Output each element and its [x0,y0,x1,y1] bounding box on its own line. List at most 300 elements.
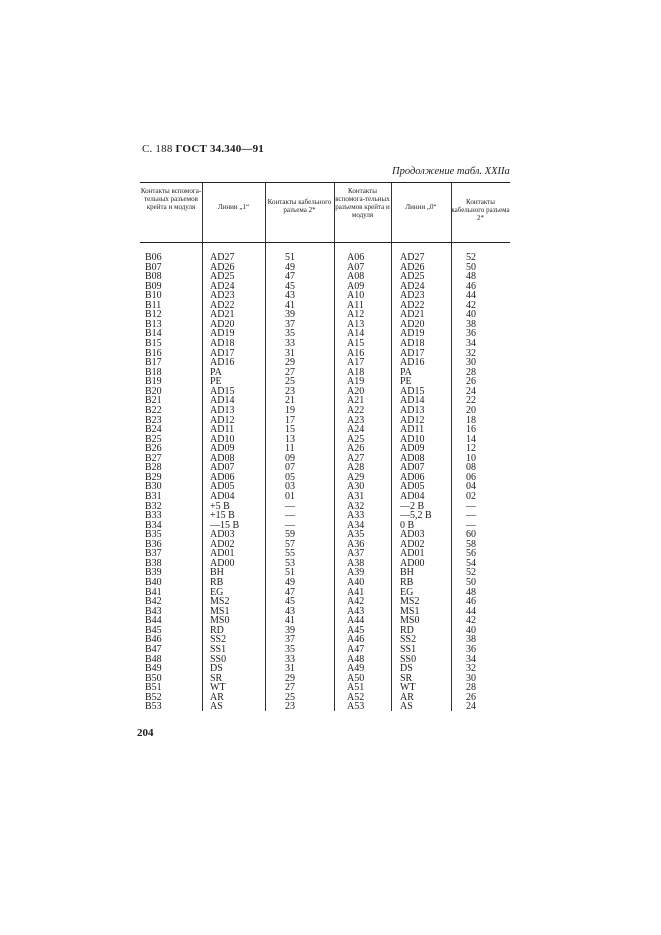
table-cell: MS2 [400,596,420,608]
table-cell: B37 [145,548,162,560]
table-cell: AD09 [400,443,425,455]
table-cell: AD03 [400,529,425,541]
table-cell: AD20 [210,318,235,330]
table-cell: 33 [285,338,295,350]
table-cell: AD00 [400,557,425,569]
table-cell: B11 [145,299,162,311]
table-row [140,272,510,282]
table-cell: AD23 [400,290,425,302]
table-row [140,549,510,559]
table-cell: A13 [347,318,365,330]
table-cell: AD25 [210,271,235,283]
table-row [140,444,510,454]
table-cell: A50 [347,672,365,684]
table-cell: A18 [347,366,365,378]
table-cell: 58 [466,538,476,550]
col-header-aux-contacts-1: Контакты вспомога-тельных разъемов крейта и модуля [140,187,202,211]
table-cell: 35 [285,328,295,340]
table-cell: A53 [347,701,365,713]
table-cell: DS [210,663,223,675]
table-cell: B12 [145,309,162,321]
table-row [140,387,510,397]
table-cell: 53 [285,557,295,569]
table-cell: B17 [145,357,162,369]
table-cell: 48 [466,271,476,283]
table-cell: AD14 [210,395,235,407]
table-cell: EG [400,586,414,598]
table-row [140,358,510,368]
table-cell: 40 [466,309,476,321]
table-cell: B09 [145,280,162,292]
table-cell: 01 [285,491,295,502]
table-cell: AD15 [210,385,235,397]
table-cell: 24 [466,385,476,397]
table-cell: A09 [347,280,365,292]
table-cell: B24 [145,424,162,436]
table-cell: AD18 [210,338,235,350]
table-cell: A24 [347,424,365,436]
table-cell: 25 [285,691,295,703]
table-cell: 28 [466,682,476,694]
table-cell: A48 [347,653,365,665]
table-cell: 44 [466,605,476,617]
table-cell: 21 [285,395,295,407]
table-cell: AD19 [210,328,235,340]
table-row [140,492,510,502]
table-cell: 03 [285,481,295,493]
table-cell: A12 [347,309,365,321]
col-header-cable-contacts-2: Контакты кабельного разъема 2* [451,198,510,222]
table-cell: A28 [347,462,365,474]
table-cell: PE [400,376,412,388]
table-cell: 24 [466,701,476,713]
table-cell: +15 B [210,510,235,522]
table-cell: AD17 [210,347,235,359]
table-cell: 17 [285,414,295,426]
table-cell: B53 [145,701,162,713]
table-cell: A34 [347,519,365,531]
table-row [140,693,510,703]
table-cell: SS2 [400,634,417,646]
table-cell: A29 [347,471,365,483]
table-cell: B32 [145,500,162,512]
table-cell: 09 [285,452,295,464]
table-cell: — [466,510,476,522]
table-cell: 23 [285,385,295,397]
col-header-cable-contacts-1: Контакты кабельного разъема 2* [267,198,332,214]
table-cell: 27 [285,682,295,694]
table-cell: AS [400,701,413,713]
table-cell: B28 [145,462,162,474]
table-cell: AD21 [400,309,425,321]
table-cell: AD24 [400,280,425,292]
table-cell: B07 [145,261,162,273]
table-cell: 27 [285,366,295,378]
table-row [140,425,510,435]
table-row [140,588,510,598]
table-cell: 45 [285,280,295,292]
table-row [140,626,510,636]
table-cell: 08 [466,462,476,474]
table-cell: MS2 [210,596,230,608]
table-cell: 57 [285,538,295,550]
table-cell: PA [210,366,222,378]
table-cell: A51 [347,682,365,694]
table-cell: B52 [145,691,162,703]
table-row [140,540,510,550]
table-cell: SS1 [210,643,227,655]
table-cell: 22 [466,395,476,407]
table-cell: B34 [145,519,162,531]
table-cell: 31 [285,663,295,675]
table-cell: SS0 [210,653,227,665]
table-cell: —2 B [400,500,425,512]
table-row [140,406,510,416]
table-cell: AD08 [400,452,425,464]
table-cell: 31 [285,347,295,359]
table-cell: AD22 [400,299,425,311]
col-header-lines-0: Линии „0“ [405,203,437,211]
table-cell: A35 [347,529,365,541]
table-cell: RD [210,624,224,636]
table-cell: RD [400,624,414,636]
table-cell: 60 [466,529,476,541]
table-cell: 05 [285,471,295,483]
table-cell: A25 [347,433,365,445]
table-row [140,339,510,349]
table-cell: AD03 [210,529,235,541]
table-cell: BH [210,567,224,579]
table-cell: A32 [347,500,365,512]
table-cell: AD02 [210,538,235,550]
table-cell: B41 [145,586,162,598]
table-cell: AD08 [210,452,235,464]
table-cell: AD21 [210,309,235,321]
table-row [140,635,510,645]
table-row [140,368,510,378]
table-cell: AD11 [210,424,235,436]
table-cell: A17 [347,357,365,369]
table-row [140,454,510,464]
table-cell: — [285,500,295,512]
table-cell: 50 [466,261,476,273]
table-cell: B26 [145,443,162,455]
table-cell: AD13 [210,404,235,416]
table-cell: 18 [466,414,476,426]
table-cell: 47 [285,271,295,283]
table-cell: 39 [285,624,295,636]
table-row [140,559,510,569]
table-cell: AD14 [400,395,425,407]
table-row [140,310,510,320]
table-cell: 11 [285,443,295,455]
table-cell: 49 [285,577,295,589]
page-number: 204 [137,727,154,739]
table-cell: RB [210,577,224,589]
table-cell: A16 [347,347,365,359]
table-row [140,674,510,684]
table-row [140,435,510,445]
table-cell: AD07 [400,462,425,474]
table-cell: AD04 [400,491,425,502]
table-cell: A20 [347,385,365,397]
table-row [140,664,510,674]
table-cell: AD04 [210,491,235,502]
table-cell: B46 [145,634,162,646]
table-cell: A47 [347,643,365,655]
table-cell: — [466,519,476,531]
table-cell: AD26 [210,261,235,273]
table-cell: 36 [466,328,476,340]
table-cell: — [285,510,295,522]
table-cell: A11 [347,299,364,311]
table-cell: A40 [347,577,365,589]
table-cell: AD19 [400,328,425,340]
table-cell: AD25 [400,271,425,283]
table-row [140,291,510,301]
table-cell: 35 [285,643,295,655]
table-cell: A30 [347,481,365,493]
table-cell: 50 [466,577,476,589]
table-cell: 40 [466,624,476,636]
table-cell: 48 [466,586,476,598]
table-cell: AD20 [400,318,425,330]
table-cell: 25 [285,376,295,388]
table-cell: SS1 [400,643,417,655]
table-cell: SR [210,672,223,684]
table-cell: AD24 [210,280,235,292]
table-cell: AD02 [400,538,425,550]
table-cell: 07 [285,462,295,474]
table-row [140,482,510,492]
table-cell: 19 [285,404,295,416]
table-cell: 51 [285,567,295,579]
table-cell: B13 [145,318,162,330]
table-cell: 16 [466,424,476,436]
table-row [140,578,510,588]
table-row [140,502,510,512]
table-cell: B15 [145,338,162,350]
table-cell: MS0 [210,615,230,627]
pin-table [140,182,510,711]
table-cell: — [466,500,476,512]
table-cell: MS1 [210,605,230,617]
table-cell: A49 [347,663,365,675]
table-cell: B14 [145,328,162,340]
table-row [140,329,510,339]
table-cell: A36 [347,538,365,550]
table-row [140,702,510,712]
table-cell: AD05 [400,481,425,493]
table-cell: AR [400,691,414,703]
table-cell: 0 B [400,519,415,531]
table-cell: 41 [285,615,295,627]
table-cell: AD17 [400,347,425,359]
table-cell: B40 [145,577,162,589]
table-cell: A52 [347,691,365,703]
table-cell: 47 [285,586,295,598]
table-cell: B50 [145,672,162,684]
table-cell: 52 [466,567,476,579]
table-cell: A33 [347,510,365,522]
table-row [140,253,510,263]
table-cell: 36 [466,643,476,655]
table-cell: 43 [285,290,295,302]
table-cell: 44 [466,290,476,302]
table-cell: B25 [145,433,162,445]
table-cell: A43 [347,605,365,617]
table-cell: SS2 [210,634,227,646]
table-cell: DS [400,663,413,675]
table-cell: AD00 [210,557,235,569]
table-cell: AD16 [210,357,235,369]
table-cell: B23 [145,414,162,426]
table-row [140,416,510,426]
table-cell: A22 [347,404,365,416]
table-row [140,655,510,665]
table-cell: B31 [145,491,162,502]
table-cell: AD07 [210,462,235,474]
table-row [140,282,510,292]
table-cell: A10 [347,290,365,302]
table-cell: B10 [145,290,162,302]
standard-id: ГОСТ 34.340—91 [175,143,264,155]
table-cell: 59 [285,529,295,541]
table-cell: 04 [466,481,476,493]
col-header-aux-contacts-2: Контакты вспомога-тельных разъемов крейта и модуля [335,187,390,219]
table-cell: 43 [285,605,295,617]
table-cell: AD01 [210,548,235,560]
table-cell: 41 [285,299,295,311]
table-cell: 13 [285,433,295,445]
table-cell: 37 [285,318,295,330]
table-cell: A37 [347,548,365,560]
table-cell: MS0 [400,615,420,627]
table-cell: B33 [145,510,162,522]
page-number-prefix: С. 188 [142,143,173,155]
table-cell: 39 [285,309,295,321]
table-cell: PE [210,376,222,388]
table-cell: AD06 [210,471,235,483]
table-cell: B48 [145,653,162,665]
table-cell: 49 [285,261,295,273]
table-cell: A06 [347,252,365,263]
table-cell: 34 [466,338,476,350]
table-cell: B20 [145,385,162,397]
table-cell: SS0 [400,653,417,665]
table-cell: B35 [145,529,162,541]
table-cell: 06 [466,471,476,483]
table-cell: 42 [466,615,476,627]
table-cell: 29 [285,672,295,684]
table-cell: 38 [466,634,476,646]
table-cell: 56 [466,548,476,560]
table-cell: 34 [466,653,476,665]
table-cell: —5,2 B [400,510,432,522]
table-cell: WT [400,682,416,694]
table-cell: A31 [347,491,365,502]
table-cell: 26 [466,691,476,703]
table-cell: AD23 [210,290,235,302]
table-row [140,473,510,483]
table-cell: — [285,519,295,531]
table-cell: B45 [145,624,162,636]
table-cell: A21 [347,395,365,407]
table-cell: B49 [145,663,162,675]
table-cell: A46 [347,634,365,646]
table-cell: 54 [466,557,476,569]
table-cell: A07 [347,261,365,273]
table-cell: AD06 [400,471,425,483]
table-cell: B29 [145,471,162,483]
table-cell: AD16 [400,357,425,369]
table-cell: 29 [285,357,295,369]
table-row [140,511,510,521]
table-cell: AD12 [210,414,235,426]
table-cell: B18 [145,366,162,378]
table-row [140,463,510,473]
table-cell: AD22 [210,299,235,311]
table-row [140,521,510,531]
table-cell: A08 [347,271,365,283]
table-cell: EG [210,586,224,598]
table-cell: 55 [285,548,295,560]
table-row [140,530,510,540]
table-cell: 46 [466,596,476,608]
table-cell: 20 [466,404,476,416]
table-cell: B16 [145,347,162,359]
table-cell: 15 [285,424,295,436]
table-cell: PA [400,366,412,378]
table-row [140,616,510,626]
table-cell: AS [210,701,223,713]
table-cell: AD01 [400,548,425,560]
table-cell: 10 [466,452,476,464]
table-cell: 37 [285,634,295,646]
table-cell: AD26 [400,261,425,273]
table-cell: 33 [285,653,295,665]
table-cell: AD27 [210,252,235,263]
table-cell: A45 [347,624,365,636]
table-cell: A14 [347,328,365,340]
table-cell: AD10 [400,433,425,445]
table-cell: B19 [145,376,162,388]
table-cell: RB [400,577,414,589]
table-cell: B36 [145,538,162,550]
table-cell: AD12 [400,414,425,426]
table-cell: AD11 [400,424,425,436]
table-cell: 38 [466,318,476,330]
table-cell: 52 [466,252,476,263]
table-cell: 46 [466,280,476,292]
table-continuation-caption: Продолжение табл. XXIIа [392,166,510,177]
table-cell: AD05 [210,481,235,493]
table-cell: 32 [466,663,476,675]
table-cell: 26 [466,376,476,388]
table-row [140,301,510,311]
table-cell: BH [400,567,414,579]
table-row [140,349,510,359]
table-cell: WT [210,682,226,694]
table-cell: 30 [466,357,476,369]
table-cell: B51 [145,682,162,694]
table-cell: 02 [466,491,476,502]
table-cell: SR [400,672,413,684]
table-cell: 28 [466,366,476,378]
table-row [140,645,510,655]
table-row [140,263,510,273]
table-cell: AD15 [400,385,425,397]
